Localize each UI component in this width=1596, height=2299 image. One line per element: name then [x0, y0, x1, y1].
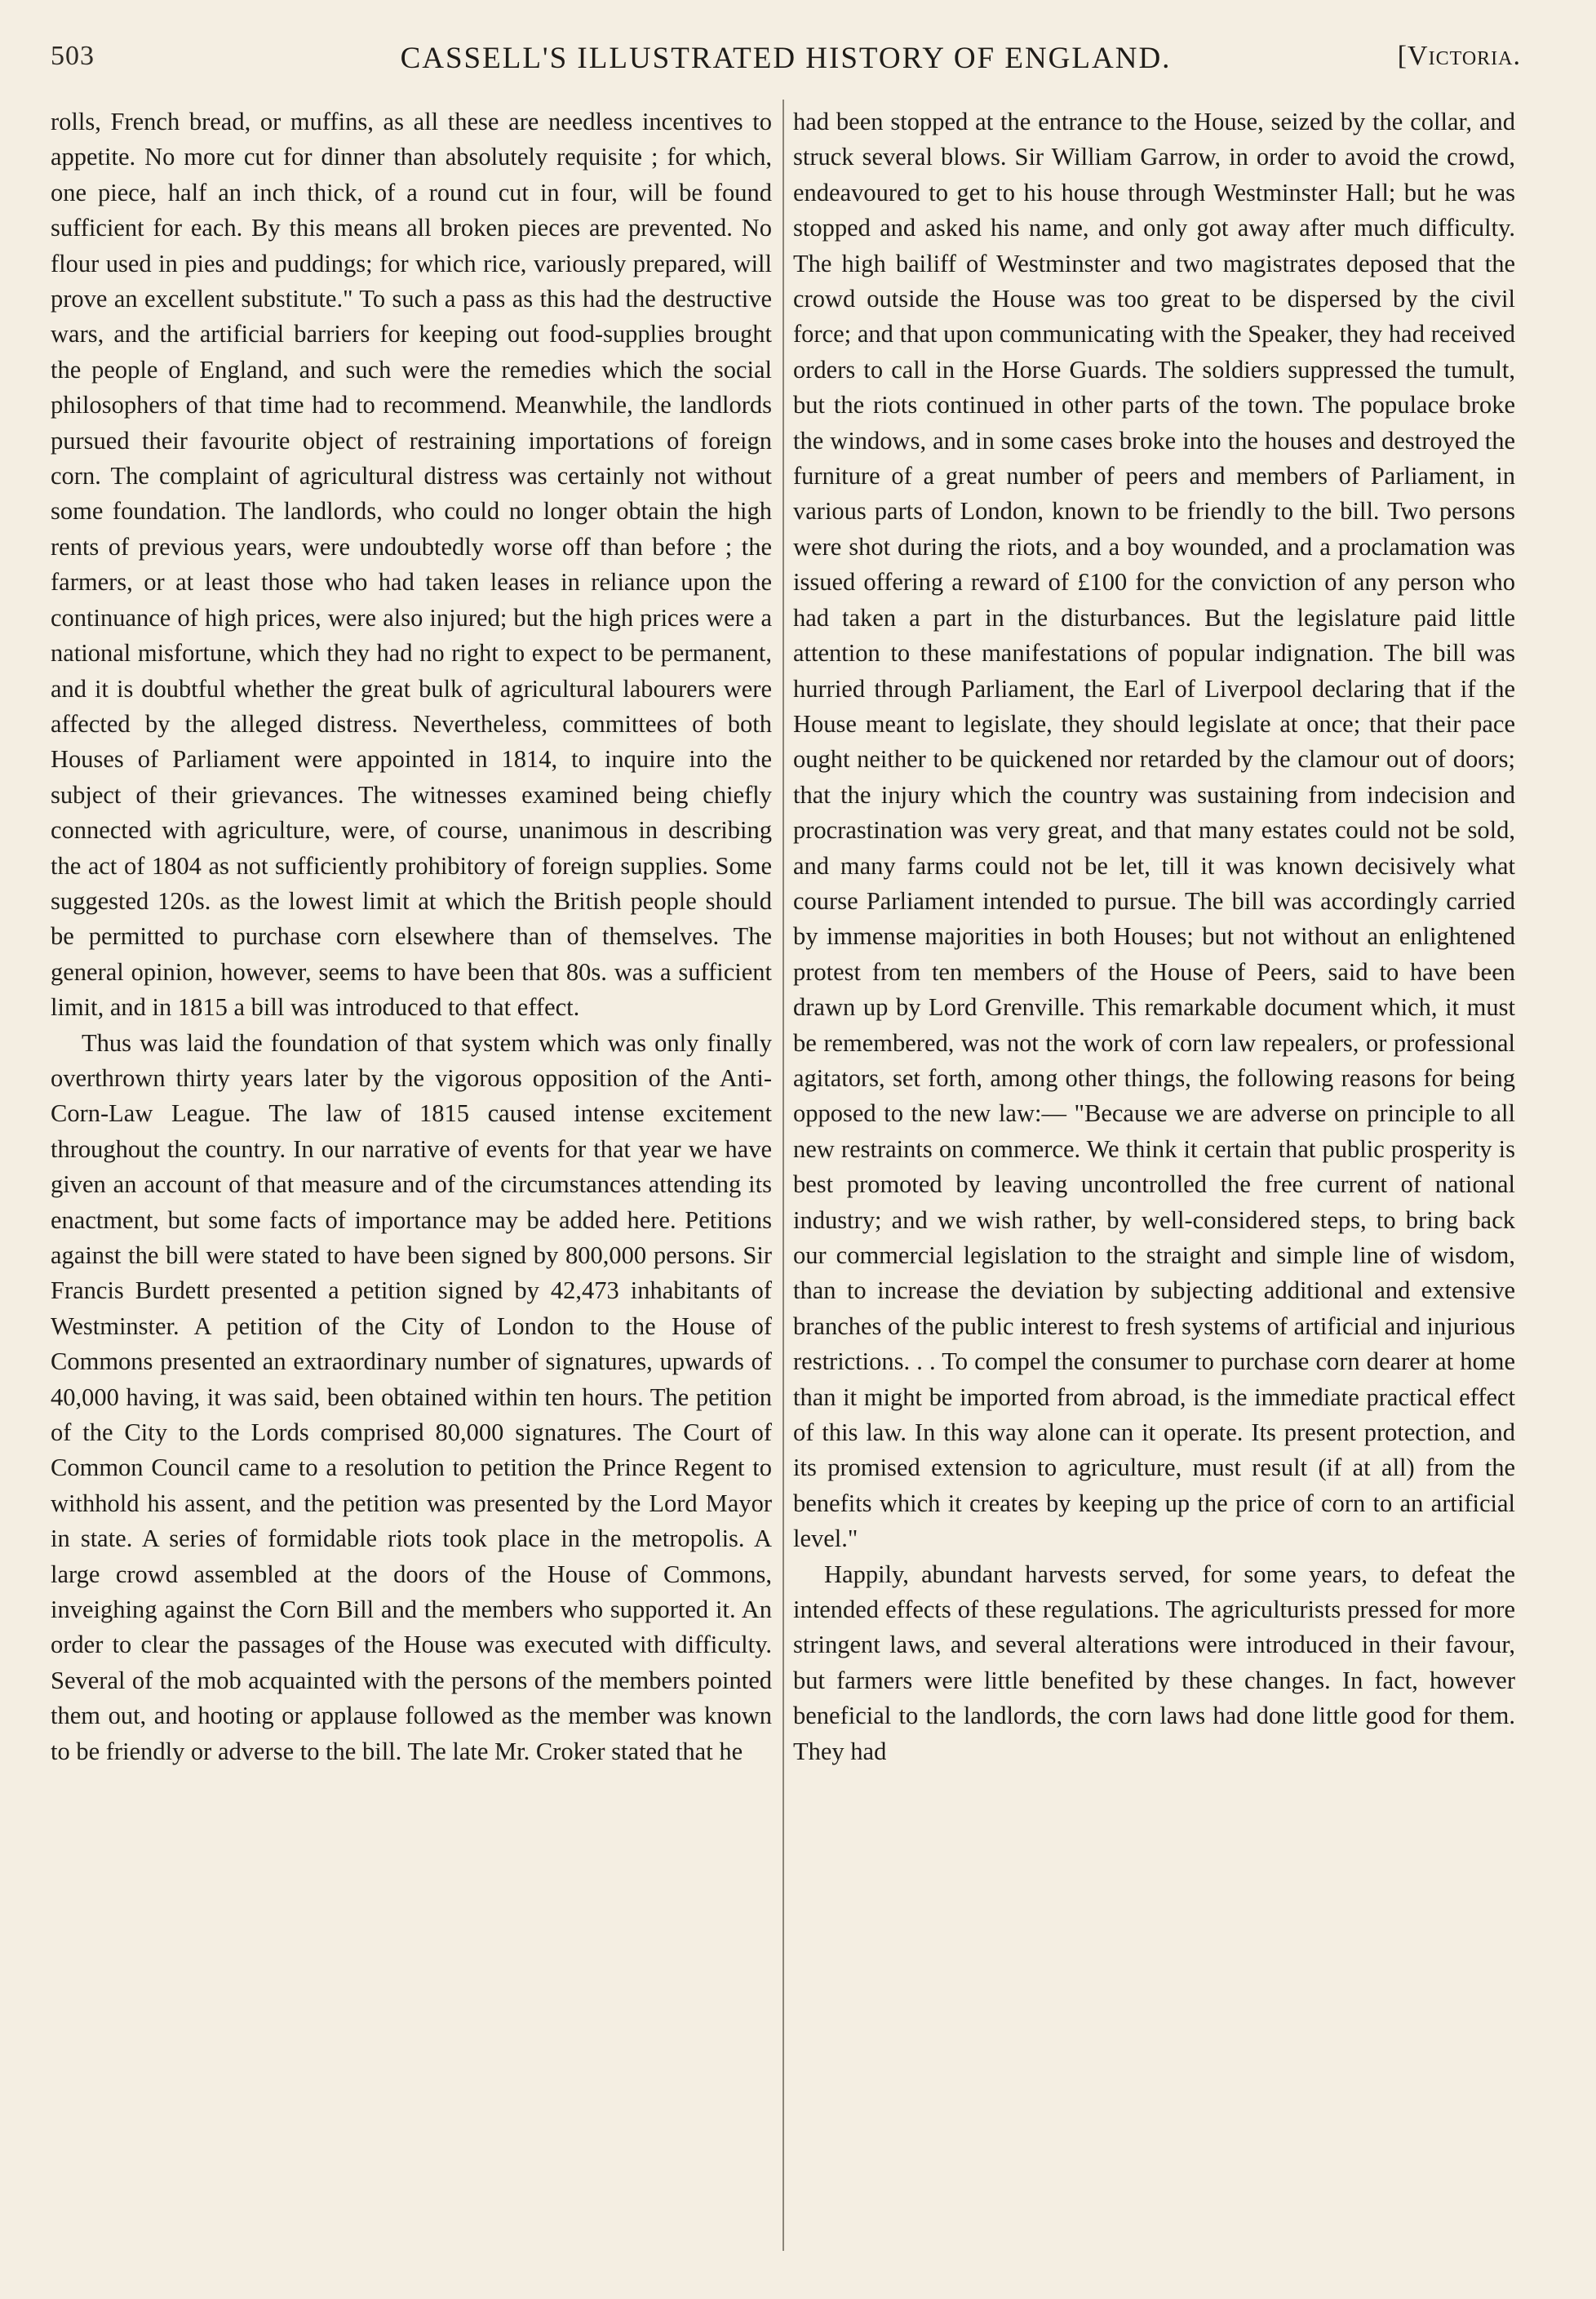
reign-label: [Victoria.: [1397, 41, 1521, 71]
right-paragraph-1: had been stopped at the entrance to the House, seized by the collar, and struck several blows. Sir William Garrow, in order to avoid the crowd, endeavoured to get to his house through Westminster Hall; but he was stopped and asked his name, and only got away after much difficulty. The high bailiff of Westminster and two magistrates deposed that the crowd outside the House was too great to be dispersed by the civil force; and that upon communicating with the Speaker, they had received orders to call in the Horse Guards. The soldiers suppressed the tumult, but the riots continued in other parts of the town. The populace broke the windows, and in some cases broke into the houses and destroyed the furniture of a great number of peers and members of Parliament, in various parts of London, known to be friendly to the bill. Two persons were shot during the riots, and a boy wounded, and a proclamation was issued offering a reward of £100 for the conviction of any person who had taken a part in the disturbances. But the legislature paid little attention to these manifestations of popular indignation. The bill was hurried through Parliament, the Earl of Liverpool declaring that if the House meant to legislate, they should legislate at once; that their pace ought neither to be quickened nor retarded by the clamour out of doors; that the injury which the country was sustaining from indecision and procrastination was very great, and that many estates could not be sold, and many farms could not be let, till it was known decisively what course Parliament intended to pursue. The bill was accordingly carried by immense majorities in both Houses; but not without an enlightened protest from ten members of the House of Peers, said to have been drawn up by Lord Grenville. This remarkable document which, it must be remembered, was not the work of corn law repealers, or professional agitators, set forth, among other things, the following reasons for being opposed to the new law:— "Because we are adverse on principle to all new restraints on commerce. We think it certain that public prosperity is best promoted by leaving uncontrolled the free current of national industry; and we wish rather, by well-considered steps, to bring back our commercial legislation to the straight and simple line of wisdom, than to increase the deviation by subjecting additional and extensive branches of the public interest to fresh systems of artificial and injurious restrictions. . . To compel the consumer to purchase corn dearer at home than it might be imported from abroad, is the immediate practical effect of this law. In this way alone can it operate. Its present protection, and its promised extension to agriculture, must result (if at all) from the benefits which it creates by keeping up the price of corn to an artificial level.": [793, 108, 1515, 1553]
left-paragraph-1: rolls, French bread, or muffins, as all these are needless incentives to appetite. No more cut for dinner than absolutely requisite ; for which, one piece, half an inch thick, of a round cut in four, will be found sufficient for each. By this means all broken pieces are prevented. No flour used in pies and puddings; for which rice, variously prepared, will prove an excellent substitute." To such a pass as this had the destructive wars, and the artificial barriers for keeping out food-supplies brought the people of England, and such were the remedies which the social philosophers of that time had to recommend. Meanwhile, the landlords pursued their favourite object of restraining importations of foreign corn. The complaint of agricultural distress was certainly not without some foundation. The landlords, who could no longer obtain the high rents of previous years, were undoubtedly worse off than before ; the farmers, or at least those who had taken leases in reliance upon the continuance of high prices, were also injured; but the high prices were a national misfortune, which they had no right to expect to be permanent, and it is doubtful whether the great bulk of agricultural labourers were affected by the alleged distress. Nevertheless, committees of both Houses of Parliament were appointed in 1814, to inquire into the subject of their grievances. The witnesses examined being chiefly connected with agriculture, were, of course, unanimous in describing the act of 1804 as not sufficiently prohibitory of foreign supplies. Some suggested 120s. as the lowest limit at which the British people should be permitted to purchase corn elsewhere than of themselves. The general opinion, however, seems to have been that 80s. was a sufficient limit, and in 1815 a bill was introduced to that effect.: [51, 108, 772, 1022]
running-head: [51, 41, 1521, 90]
column-divider: [782, 100, 784, 2251]
left-paragraph-2: Thus was laid the foundation of that system which was only finally overthrown thirty years later by the vigorous opposition of the Anti-Corn-Law League. The law of 1815 caused intense excitement throughout the country. In our narrative of events for that year we have given an account of that measure and of the circumstances attending its enactment, but some facts of importance may be added here. Petitions against the bill were stated to have been signed by 800,000 persons. Sir Francis Burdett presented a petition signed by 42,473 inhabitants of Westminster. A petition of the City of London to the House of Commons presented an extraordinary number of signatures, upwards of 40,000 having, it was said, been obtained within ten hours. The petition of the City to the Lords comprised 80,000 signatures. The Court of Common Council came to a resolution to petition the Prince Regent to withhold his assent, and the petition was presented by the Lord Mayor in state. A series of formidable riots took place in the metropolis. A large crowd assembled at the doors of the House of Commons, inveighing against the Corn Bill and the members who supported it. An order to clear the passages of the House was executed with difficulty. Several of the mob acquainted with the persons of the members pointed them out, and hooting or applause followed as the member was known to be friendly or adverse to the bill. The late Mr. Croker stated that he: [51, 1028, 772, 1765]
page-title: CASSELL'S ILLUSTRATED HISTORY OF ENGLAND.: [400, 42, 1172, 75]
right-column: [793, 104, 1515, 2243]
page-number: 503: [51, 41, 95, 71]
right-paragraph-2: Happily, abundant harvests served, for some years, to defeat the intended effects of these regulations. The agriculturists pressed for more stringent laws, and several alterations were introduced in their favour, but farmers were little benefited by these changes. In fact, however beneficial to the landlords, the corn laws had done little good for them. They had: [793, 1560, 1515, 1765]
left-column: [51, 104, 772, 2243]
